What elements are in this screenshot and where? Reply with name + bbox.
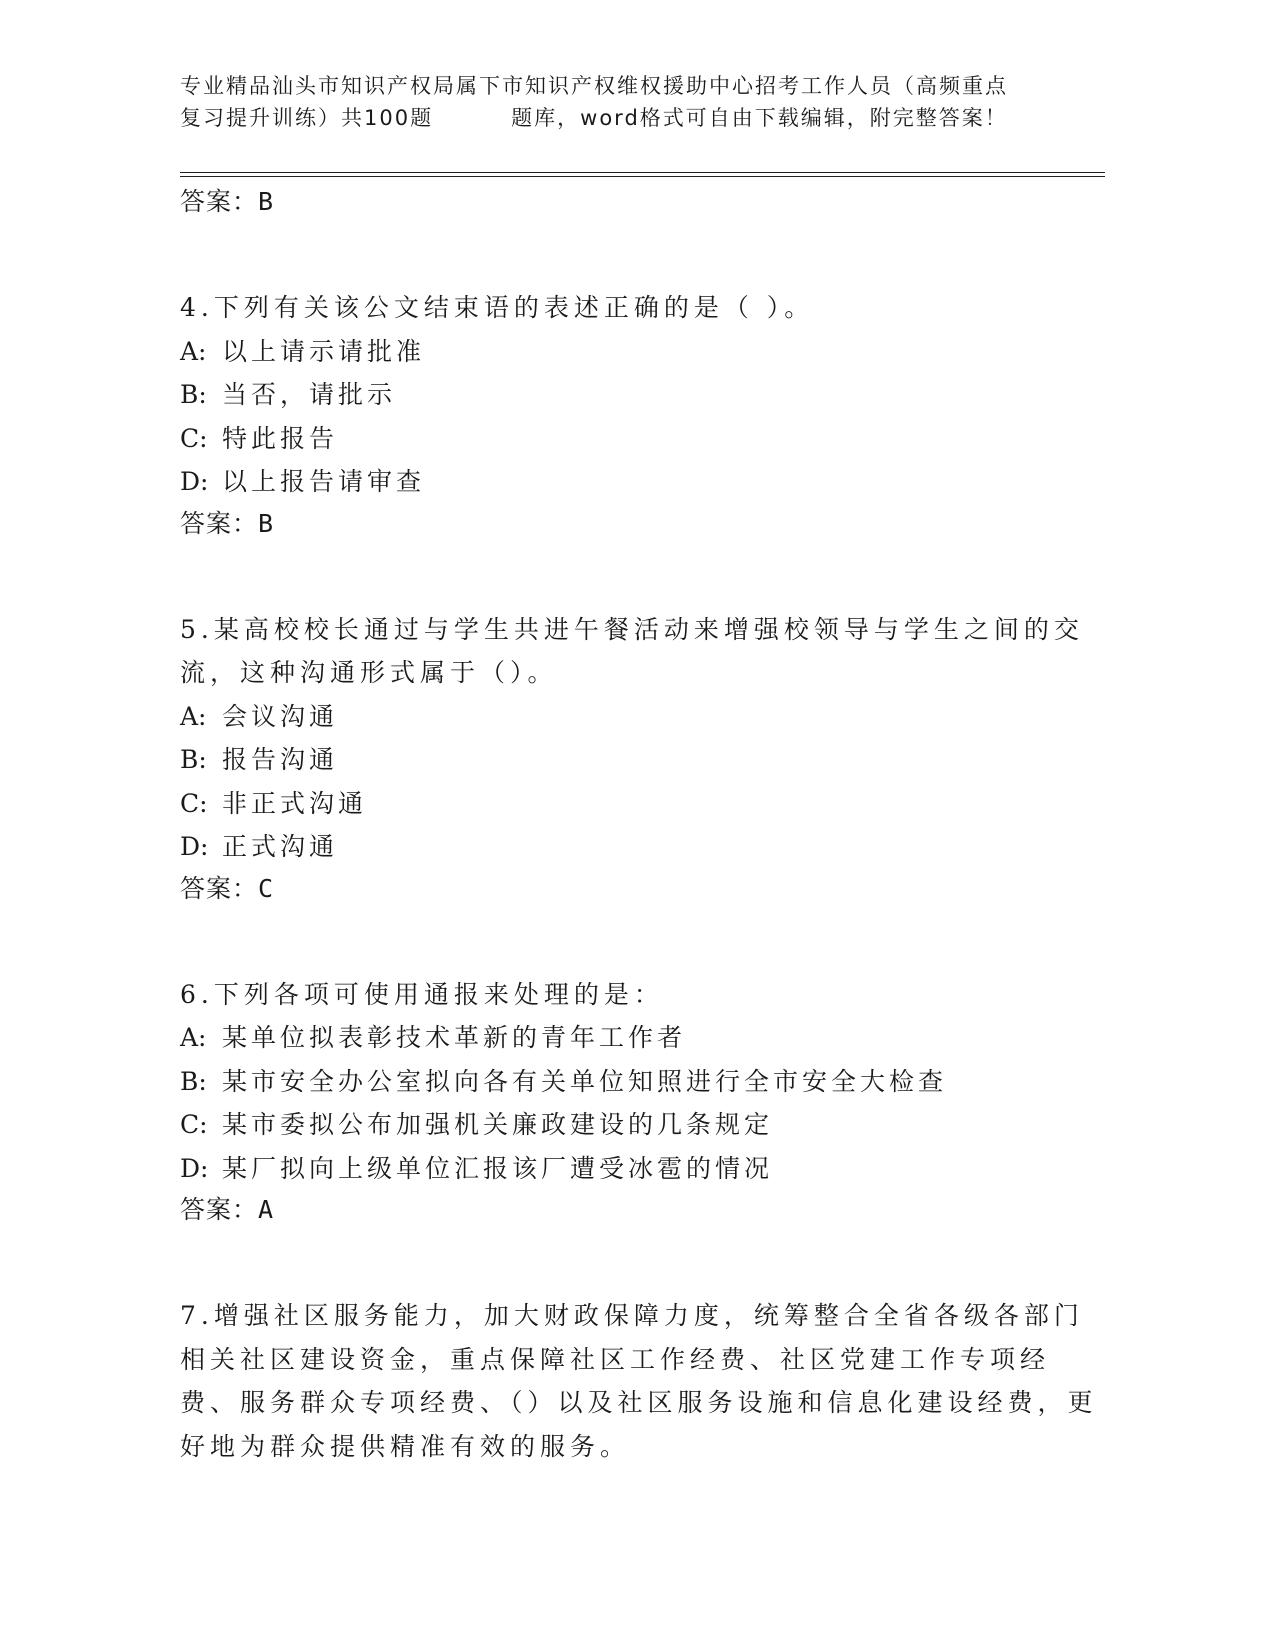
question-text: 5.某高校校长通过与学生共进午餐活动来增强校领导与学生之间的交流，这种沟通形式属于（）。 <box>180 614 1084 687</box>
question-6 <box>180 973 1105 1231</box>
option-text: 某市委拟公布加强机关廉政建设的几条规定 <box>222 1110 774 1139</box>
answer-line <box>180 504 1105 544</box>
answer-line <box>180 182 1105 222</box>
option-text: 报告沟通 <box>222 745 339 774</box>
question-5 <box>180 608 1105 909</box>
answer-value: B <box>258 508 275 538</box>
option-letter: B: <box>180 380 207 409</box>
option-c <box>180 417 1105 461</box>
answer-line <box>180 869 1105 909</box>
option-letter: D: <box>180 832 209 861</box>
answer-value: A <box>258 1195 275 1224</box>
option-letter: C: <box>180 423 208 453</box>
question-7 <box>180 1294 1105 1468</box>
header-divider <box>180 172 1105 177</box>
option-b <box>180 738 1105 782</box>
option-c <box>180 1103 1105 1147</box>
option-a <box>180 695 1105 739</box>
answer-label: 答案： <box>180 187 259 216</box>
option-letter: B: <box>180 745 207 774</box>
option-text: 某单位拟表彰技术革新的青年工作者 <box>222 1023 687 1052</box>
answer-label: 答案： <box>180 508 259 538</box>
question-text: 7.增强社区服务能力，加大财政保障力度，统筹整合全省各级各部门相关社区建设资金，重点保障社区工作经费、社区党建工作专项经费、服务群众专项经费、（）以及社区服务设施和信息化建设经费，更好地为群众提供精准有效的服务。 <box>180 1301 1098 1461</box>
option-text: 以上请示请批准 <box>222 336 426 366</box>
option-letter: D: <box>180 1153 209 1183</box>
header-title-line-2: 复习提升训练）共100题 题库，word格式可自由下载编辑，附完整答案！ <box>180 106 1008 130</box>
option-d <box>180 1147 1105 1191</box>
option-letter: C: <box>180 788 208 818</box>
question-list <box>180 182 1105 1468</box>
option-letter: B: <box>180 1066 207 1096</box>
option-letter: C: <box>180 1110 208 1139</box>
option-text: 某厂拟向上级单位汇报该厂遭受冰雹的情况 <box>222 1153 774 1183</box>
option-text: 特此报告 <box>222 423 339 453</box>
option-d <box>180 825 1105 869</box>
answer-value: B <box>258 187 275 216</box>
answer-label: 答案： <box>180 873 259 903</box>
option-text: 会议沟通 <box>222 701 339 731</box>
option-a <box>180 330 1105 374</box>
option-text: 非正式沟通 <box>222 788 368 818</box>
option-text: 某市安全办公室拟向各有关单位知照进行全市安全大检查 <box>222 1066 948 1096</box>
option-letter: D: <box>180 467 209 496</box>
page-header <box>180 70 1105 134</box>
option-a <box>180 1016 1105 1060</box>
option-c <box>180 782 1105 826</box>
option-letter: A: <box>180 336 207 366</box>
spacer <box>180 1230 1105 1294</box>
header-title-line-1: 专业精品汕头市知识产权局属下市知识产权维权援助中心招考工作人员（高频重点 <box>180 74 1008 98</box>
question-text: 6.下列各项可使用通报来处理的是： <box>180 979 664 1009</box>
option-letter: A: <box>180 701 207 731</box>
option-b <box>180 373 1105 417</box>
question-4 <box>180 286 1105 544</box>
question-text: 4.下列有关该公文结束语的表述正确的是（ ）。 <box>180 293 815 322</box>
option-text: 正式沟通 <box>222 832 339 861</box>
option-text: 当否，请批示 <box>222 380 397 409</box>
option-b <box>180 1060 1105 1104</box>
spacer <box>180 222 1105 286</box>
spacer <box>180 544 1105 608</box>
document-page <box>180 0 1105 1650</box>
spacer <box>180 909 1105 973</box>
option-letter: A: <box>180 1023 207 1052</box>
answer-label: 答案： <box>180 1195 259 1224</box>
option-text: 以上报告请审查 <box>222 467 426 496</box>
answer-line <box>180 1190 1105 1230</box>
option-d <box>180 460 1105 504</box>
answer-value: C <box>258 873 275 903</box>
